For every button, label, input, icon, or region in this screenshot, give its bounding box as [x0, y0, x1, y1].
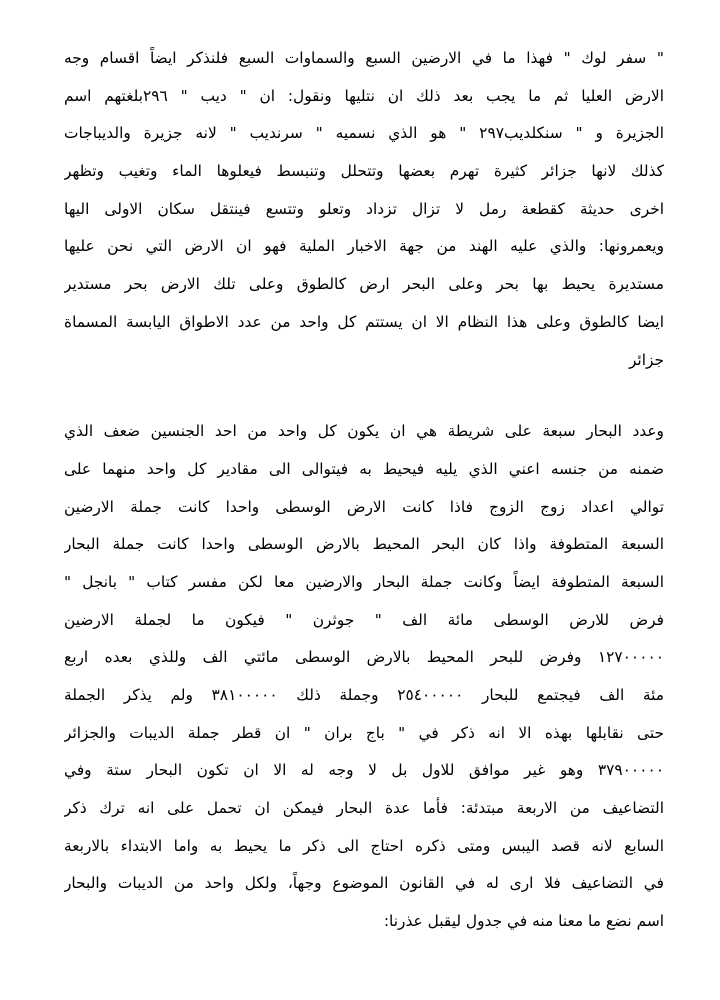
document-page: [64, 40, 664, 941]
text-line: كذلك لانها جزائر كثيرة تهرم بعضها وتتحلل وتنبسط فيعلوها الماء وتغيب وتظهر: [64, 162, 664, 181]
text-line: حتى نقابلها بهذه الا انه ذكر في " باج بران " ان قطر جملة الديبات والجزائر: [64, 723, 664, 742]
text-line: ايضا كالطوق وعلى هذا النظام الا ان يستتم كل واحد من عدد الاطواق اليابسة المسماة: [64, 312, 664, 331]
text-line: مئة الف فيجتمع للبحار ٢٥٤٠٠٠٠٠ وجملة ذلك ٣٨١٠٠٠٠٠ ولم يذكر الجملة: [64, 686, 664, 704]
text-line: السبعة المتطوفة واذا كان البحر المحيط بالارض الوسطى واحدا كانت جملة البحار: [64, 535, 664, 554]
text-line: " سفر لوك " فهذا ما في الارضين السبع والسماوات السبع فلنذكر ايضاً اقسام وجه: [64, 49, 664, 67]
text-line: جزائر: [628, 350, 664, 369]
text-line: ويعمرونها: والذي عليه الهند من جهة الاخبار الملية فهو ان الارض التي نحن عليها: [64, 237, 664, 256]
text-line: في التضاعيف فلا ارى له في القانون الموضوع وجهاً، ولكل واحد من الديبات والبحار: [64, 874, 664, 893]
text-line: اسم نضع ما معنا منه في جدول ليقبل عذرنا:: [383, 912, 664, 931]
paragraph-gap: [64, 379, 664, 413]
text-line: التضاعيف من الاربعة مبتدئة: فأما عدة البحار فيمكن ان تحمل على انه ترك ذكر: [64, 799, 664, 818]
text-line: الجزيرة و " سنكلديب٢٩٧ " هو الذي نسميه " سرنديب " لانه جزيرة والديباجات: [64, 124, 664, 143]
text-line: ضمنه من جنسه اعني الذي يليه فيحيط به فيتوالى الى مقادير كل واحد منهما على: [64, 459, 664, 478]
text-line: ٣٧٩٠٠٠٠٠ وهو غير موافق للاول بل لا وجه له الا ان تكون البحار ستة وفي: [64, 761, 664, 780]
text-line: ١٢٧٠٠٠٠٠ وفرض للبحر المحيط بالارض الوسطى مائتي الف وللذي بعده اربع: [64, 648, 664, 667]
text-line: توالي اعداد زوج الزوج فاذا كانت الارض الوسطى واحدا كانت جملة الارضين: [64, 497, 664, 516]
paragraph-1: [64, 40, 664, 379]
text-line: فرض للارض الوسطى مائة الف " جوثرن " فيكون ما لجملة الارضين: [64, 610, 664, 629]
text-line: اخرى حديثة كقطعة رمل لا تزال تزداد وتعلو وتتسع فينتقل سكان الاولى اليها: [64, 199, 664, 218]
text-line: السبعة المتطوفة ايضاً وكانت جملة البحار والارضين معا لكن مفسر كتاب " بانجل ": [64, 572, 664, 591]
text-line: الارض العليا ثم ما يجب بعد ذلك ان نتليها ونقول: ان " ديب " ٢٩٦بلغتهم اسم: [64, 86, 664, 105]
paragraph-2: [64, 413, 664, 941]
text-line: السابع لانه قصد اليبس ومتى ذكره احتاج الى ذكر ما يحيط به واما الابتداء بالاربعة: [64, 836, 664, 855]
text-line: وعدد البحار سبعة على شريطة هي ان يكون كل واحد من احد الجنسين ضعف الذي: [64, 422, 664, 441]
text-line: مستديرة يحيط بها بحر وعلى البحر ارض كالطوق وعلى تلك الارض بحر مستدير: [64, 275, 664, 294]
